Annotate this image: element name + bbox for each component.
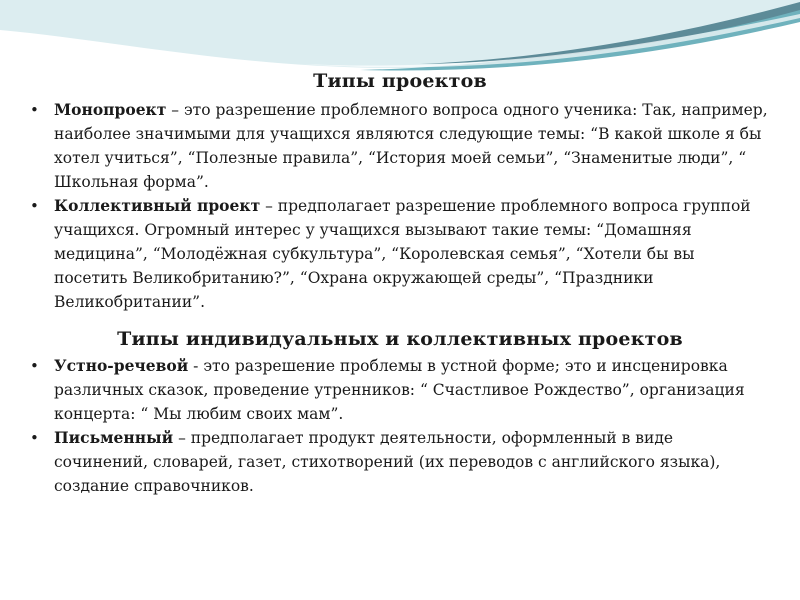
list-item: [0, 426, 800, 498]
item-text: – предполагает разрешение проблемного вопроса группой учащихся. Огромный интерес у учащихся вызывают такие темы: “Домашняя медицина”, “Молодёжная субкультура”, “Королевская семья”, “Хотели бы вы посетить Великобританию?”, “Охрана окружающей среды”, “Праздники Великобритании”.: [54, 197, 751, 311]
list-item: [0, 194, 800, 314]
bullet-icon: •: [30, 101, 39, 119]
item-term: Монопроект: [54, 100, 167, 119]
item-term: Коллективный проект: [54, 196, 261, 215]
list-item: [0, 354, 800, 426]
slide-content: [0, 70, 800, 498]
section-title-project-types: Типы проектов: [313, 70, 487, 92]
item-text: - это разрешение проблемы в устной форме; это и инсценировка различных сказок, проведение утренников: “ Счастливое Рождество”, организация концерта: “ Мы любим своих мам”.: [54, 357, 745, 423]
item-term: Письменный: [54, 428, 174, 447]
bullet-icon: •: [30, 197, 39, 215]
item-text: – предполагает продукт деятельности, оформленный в виде сочинений, словарей, газет, стихотворений (их переводов с английского языка), создание справочников.: [54, 429, 721, 495]
project-types-list: [0, 98, 800, 314]
bullet-icon: •: [30, 357, 39, 375]
item-term: Устно-речевой: [54, 356, 189, 375]
section-title-individual-collective: Типы индивидуальных и коллективных проектов: [117, 328, 683, 350]
individual-collective-list: [0, 354, 800, 498]
list-item: [0, 98, 800, 194]
bullet-icon: •: [30, 429, 39, 447]
item-text: – это разрешение проблемного вопроса одного ученика: Так, например, наиболее значимыми для учащихся являются следующие темы: “В какой школе я бы хотел учиться”, “Полезные правила”, “История моей семьи”, “Знаменитые люди”, “ Школьная форма”.: [54, 101, 768, 191]
